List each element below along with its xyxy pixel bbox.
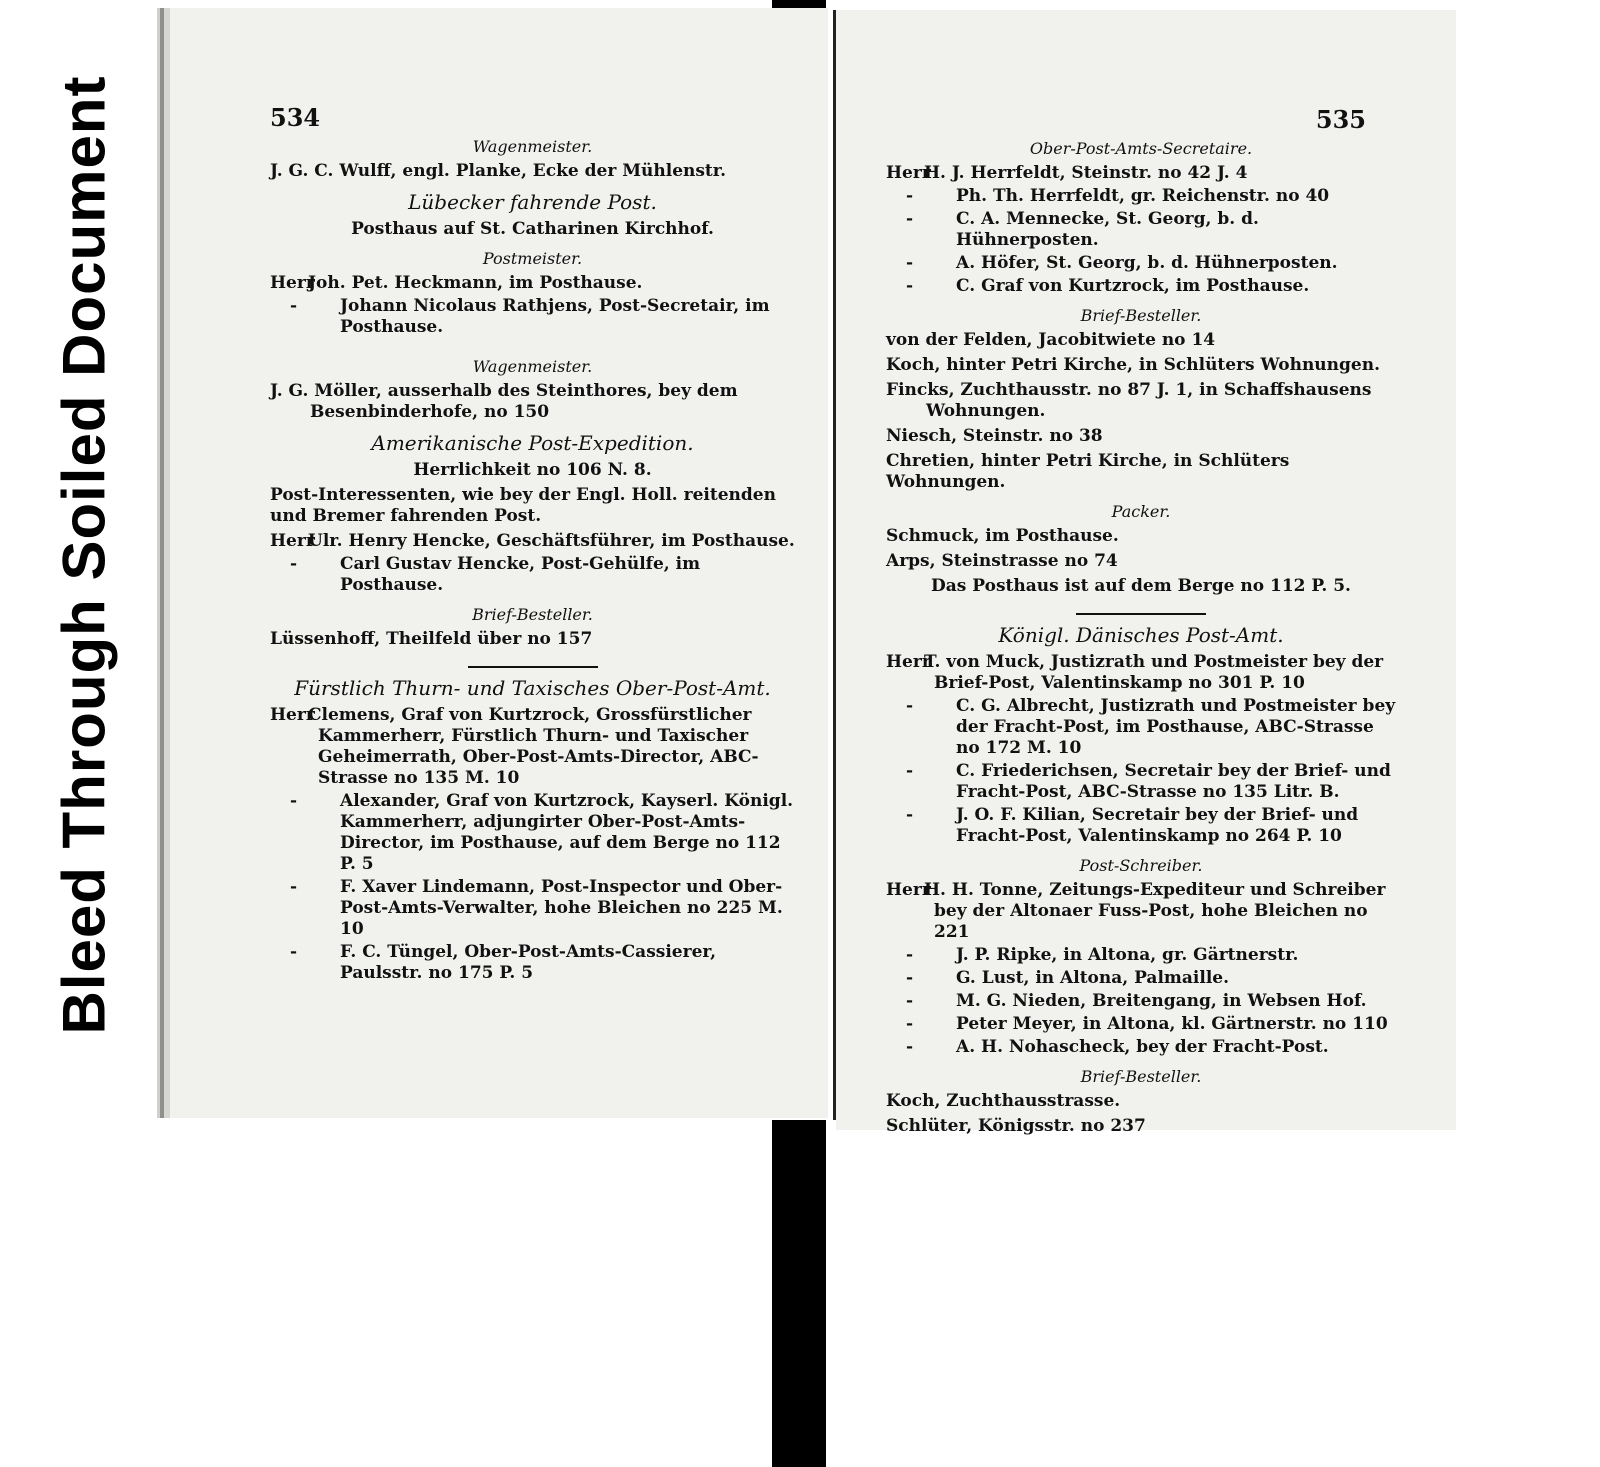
entry-alexander: - Alexander, Graf von Kurtzrock, Kayserl. Königl. Kammerherr, adjungirter Ober-Post-Amts-Director, im Posthause, auf dem Berge no 112 P. 5 xyxy=(290,791,794,874)
heading-brief-besteller-right: Brief-Besteller. xyxy=(1080,306,1202,325)
entry-koch-zuchthaus: Koch, Zuchthausstrasse. xyxy=(886,1091,1121,1111)
dash-mark: - xyxy=(290,791,298,811)
heading-brief-besteller-left: Brief-Besteller. xyxy=(472,605,593,624)
right-page-content xyxy=(886,130,1396,1141)
heading-amerikanische-post: Amerikanische Post-Expedition. xyxy=(371,431,694,455)
entry-schmuck: Schmuck, im Posthause. xyxy=(886,526,1119,546)
entry-carl-hencke: - Carl Gustav Hencke, Post-Gehülfe, im Posthause. xyxy=(290,554,701,595)
entry-wulff: J. G. C. Wulff, engl. Planke, Ecke der Mühlenstr. xyxy=(270,161,727,181)
entry-friederichsen: - C. Friederichsen, Secretair bey der Brief- und Fracht-Post, ABC-Strasse no 135 Litr. B. xyxy=(906,761,1391,802)
entry-von-der-felden: von der Felden, Jacobitwiete no 14 xyxy=(886,330,1216,350)
entry-lust: - G. Lust, in Altona, Palmaille. xyxy=(906,968,1230,988)
entry-moeller: J. G. Möller, ausserhalb des Steinthores, bey dem Besenbinderhofe, no 150 xyxy=(270,381,738,422)
stamp-text: Bleed Through Soiled Document xyxy=(50,75,118,1035)
heading-thurn-taxis: Fürstlich Thurn- und Taxisches Ober-Post-Amt. xyxy=(294,676,771,700)
entry-ulr-hencke: HerrUlr. Henry Hencke, Geschäftsführer, im Posthause. xyxy=(270,531,795,551)
entry-nohascheck: - A. H. Nohascheck, bey der Fracht-Post. xyxy=(906,1037,1329,1057)
heading-postmeister: Postmeister. xyxy=(482,249,583,268)
entry-tuengel: - F. C. Tüngel, Ober-Post-Amts-Cassierer, Paulsstr. no 175 P. 5 xyxy=(290,942,717,983)
section-divider-left xyxy=(468,666,598,668)
dash-mark: - xyxy=(290,296,298,316)
posthaus-berge: Das Posthaus ist auf dem Berge no 112 P. 5. xyxy=(931,576,1351,596)
heading-luebecker-post: Lübecker fahrende Post. xyxy=(408,190,657,214)
entry-heckmann: HerrJoh. Pet. Heckmann, im Posthause. xyxy=(270,273,643,293)
herr-label: Herr xyxy=(886,880,931,900)
entry-lindemann: - F. Xaver Lindemann, Post-Inspector und Ober-Post-Amts-Verwalter, hohe Bleichen no 225 M. 10 xyxy=(290,877,783,939)
dash-mark: - xyxy=(290,942,298,962)
entry-ph-herrfeldt: - Ph. Th. Herrfeldt, gr. Reichenstr. no 40 xyxy=(906,186,1330,206)
dash-mark: - xyxy=(290,554,298,574)
entry-albrecht: - C. G. Albrecht, Justizrath und Postmeister bey der Fracht-Post, im Posthause, ABC-Strasse no 172 M. 10 xyxy=(906,696,1396,758)
heading-wagenmeister-1: Wagenmeister. xyxy=(472,137,593,156)
herr-label: Herr xyxy=(886,163,931,183)
entry-ripke: - J. P. Ripke, in Altona, gr. Gärtnerstr. xyxy=(906,945,1299,965)
entry-schlueter: Schlüter, Königsstr. no 237 xyxy=(886,1116,1146,1136)
entry-hoefer: - A. Höfer, St. Georg, b. d. Hühnerposten. xyxy=(906,253,1338,273)
entry-mennecke: - C. A. Mennecke, St. Georg, b. d. Hühnerposten. xyxy=(906,209,1259,250)
entry-niesch: Niesch, Steinstr. no 38 xyxy=(886,426,1103,446)
entry-tonne: HerrH. H. Tonne, Zeitungs-Expediteur und Schreiber bey der Altonaer Fuss-Post, hohe Bleichen no 221 xyxy=(886,880,1386,942)
entry-arps: Arps, Steinstrasse no 74 xyxy=(886,551,1118,571)
entry-clemens: HerrClemens, Graf von Kurtzrock, Grossfürstlicher Kammerherr, Fürstlich Thurn- und Taxischer Geheimerrath, Ober-Post-Amts-Director, ABC-Strasse no 135 M. 10 xyxy=(270,705,759,788)
left-page-content xyxy=(270,128,795,986)
entry-meyer: - Peter Meyer, in Altona, kl. Gärtnerstr. no 110 xyxy=(906,1014,1388,1034)
heading-post-schreiber: Post-Schreiber. xyxy=(1079,856,1203,875)
herr-label: Herr xyxy=(886,652,931,672)
herr-label: Herr xyxy=(270,531,315,551)
herrlichkeit-address: Herrlichkeit no 106 N. 8. xyxy=(413,460,652,480)
entry-rathjens: - Johann Nicolaus Rathjens, Post-Secretair, im Posthause. xyxy=(290,296,770,337)
post-interessenten: Post-Interessenten, wie bey der Engl. Holl. reitenden und Bremer fahrenden Post. xyxy=(270,485,776,526)
entry-kilian: - J. O. F. Kilian, Secretair bey der Brief- und Fracht-Post, Valentinskamp no 264 P. 10 xyxy=(906,805,1359,846)
herr-label: Herr xyxy=(270,705,315,725)
posthaus-catharinen: Posthaus auf St. Catharinen Kirchhof. xyxy=(351,219,714,239)
bleed-through-stamp xyxy=(24,40,144,1070)
heading-brief-besteller-right-2: Brief-Besteller. xyxy=(1080,1067,1202,1086)
entry-h-herrfeldt: HerrH. J. Herrfeldt, Steinstr. no 42 J. 4 xyxy=(886,163,1248,183)
heading-wagenmeister-2: Wagenmeister. xyxy=(472,357,593,376)
entry-koch-petri: Koch, hinter Petri Kirche, in Schlüters Wohnungen. xyxy=(886,355,1381,375)
heading-ober-post-secretaire: Ober-Post-Amts-Secretaire. xyxy=(1029,139,1253,158)
entry-nieden: - M. G. Nieden, Breitengang, in Websen Hof. xyxy=(906,991,1367,1011)
entry-c-kurtzrock: - C. Graf von Kurtzrock, im Posthause. xyxy=(906,276,1310,296)
entry-luessenhoff: Lüssenhoff, Theilfeld über no 157 xyxy=(270,629,593,649)
herr-label: Herr xyxy=(270,273,315,293)
page-number-left: 534 xyxy=(270,103,321,132)
heading-packer: Packer. xyxy=(1111,502,1171,521)
entry-fincks: Fincks, Zuchthausstr. no 87 J. 1, in Schaffshausens Wohnungen. xyxy=(886,380,1372,421)
section-divider-right xyxy=(1076,613,1206,615)
page-number-right: 535 xyxy=(1315,105,1366,134)
right-page xyxy=(836,10,1456,1136)
left-page xyxy=(170,8,828,1118)
entry-chretien: Chretien, hinter Petri Kirche, in Schlüters Wohnungen. xyxy=(886,451,1290,492)
entry-muck: HerrT. von Muck, Justizrath und Postmeister bey der Brief-Post, Valentinskamp no 301 P. 10 xyxy=(886,652,1384,693)
dash-mark: - xyxy=(290,877,298,897)
gutter-shadow-bottom xyxy=(772,1120,826,1467)
heading-daenisches-post-amt: Königl. Dänisches Post-Amt. xyxy=(998,623,1284,647)
